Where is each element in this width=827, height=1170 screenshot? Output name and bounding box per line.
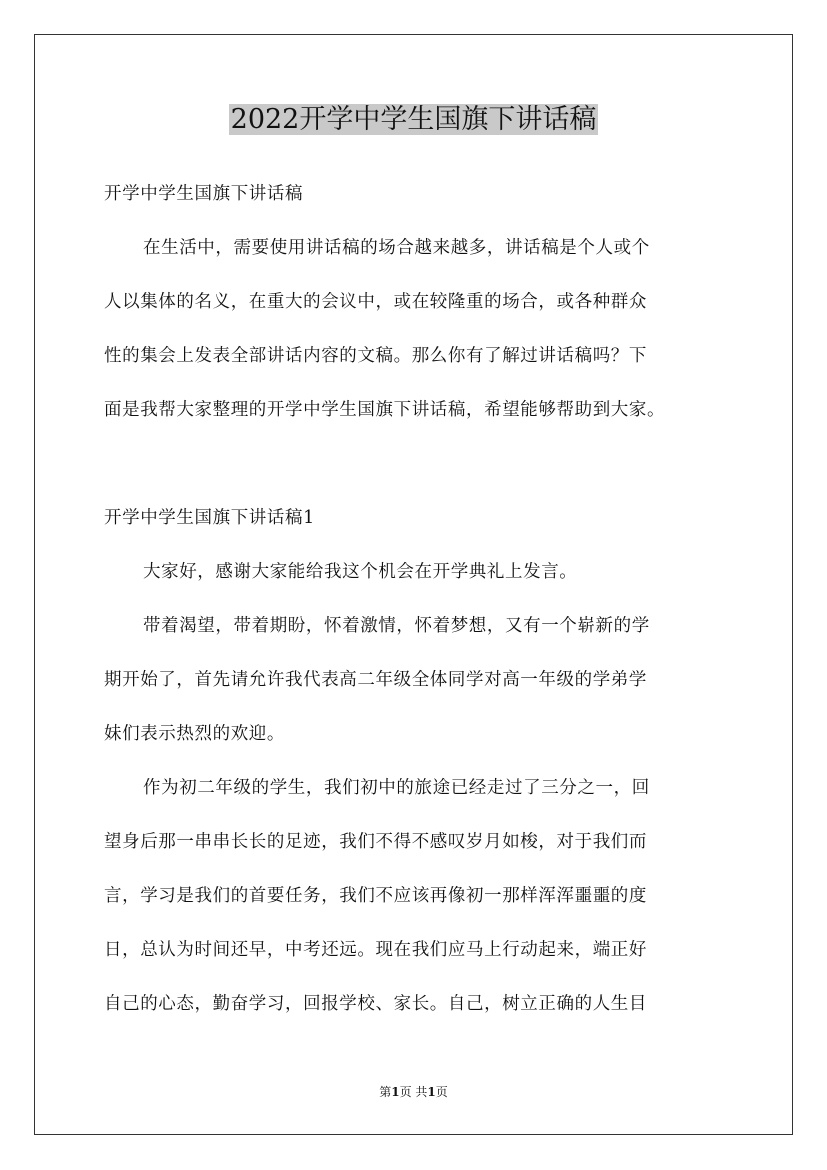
section-heading: 开学中学生国旗下讲话稿1 bbox=[104, 508, 315, 528]
intro-line: 人以集体的名义，在重大的会议中，或在较隆重的场合，或各种群众 bbox=[104, 292, 647, 312]
paragraph-line: 带着渴望，带着期盼，怀着激情，怀着梦想，又有一个崭新的学 bbox=[143, 616, 650, 636]
page-current: 1 bbox=[391, 1085, 400, 1099]
paragraph-line: 自己的心态，勤奋学习，回报学校、家长。自己，树立正确的人生目 bbox=[104, 994, 647, 1014]
document-subtitle: 开学中学生国旗下讲话稿 bbox=[104, 184, 304, 204]
paragraph-line: 妹们表示热烈的欢迎。 bbox=[104, 724, 285, 744]
paragraph-line: 言，学习是我们的首要任务，我们不应该再像初一那样浑浑噩噩的度 bbox=[104, 886, 647, 906]
intro-line: 面是我帮大家整理的开学中学生国旗下讲话稿，希望能够帮助到大家。 bbox=[104, 400, 666, 420]
intro-line: 在生活中，需要使用讲话稿的场合越来越多，讲话稿是个人或个 bbox=[143, 238, 650, 258]
intro-line: 性的集会上发表全部讲话内容的文稿。那么你有了解过讲话稿吗？下 bbox=[104, 346, 647, 366]
paragraph-line: 日，总认为时间还早，中考还远。现在我们应马上行动起来，端正好 bbox=[104, 940, 647, 960]
paragraph-line: 期开始了，首先请允许我代表高二年级全体同学对高一年级的学弟学 bbox=[104, 670, 647, 690]
page-total: 1 bbox=[427, 1085, 436, 1099]
paragraph-line: 望身后那一串串长长的足迹，我们不得不感叹岁月如梭，对于我们而 bbox=[104, 832, 647, 852]
paragraph-line: 作为初二年级的学生，我们初中的旅途已经走过了三分之一，回 bbox=[143, 778, 650, 798]
paragraph-line: 大家好，感谢大家能给我这个机会在开学典礼上发言。 bbox=[143, 562, 578, 582]
document-title: 2022开学中学生国旗下讲话稿 bbox=[230, 104, 597, 135]
page-footer: 第1页 共1页 bbox=[379, 1085, 448, 1099]
